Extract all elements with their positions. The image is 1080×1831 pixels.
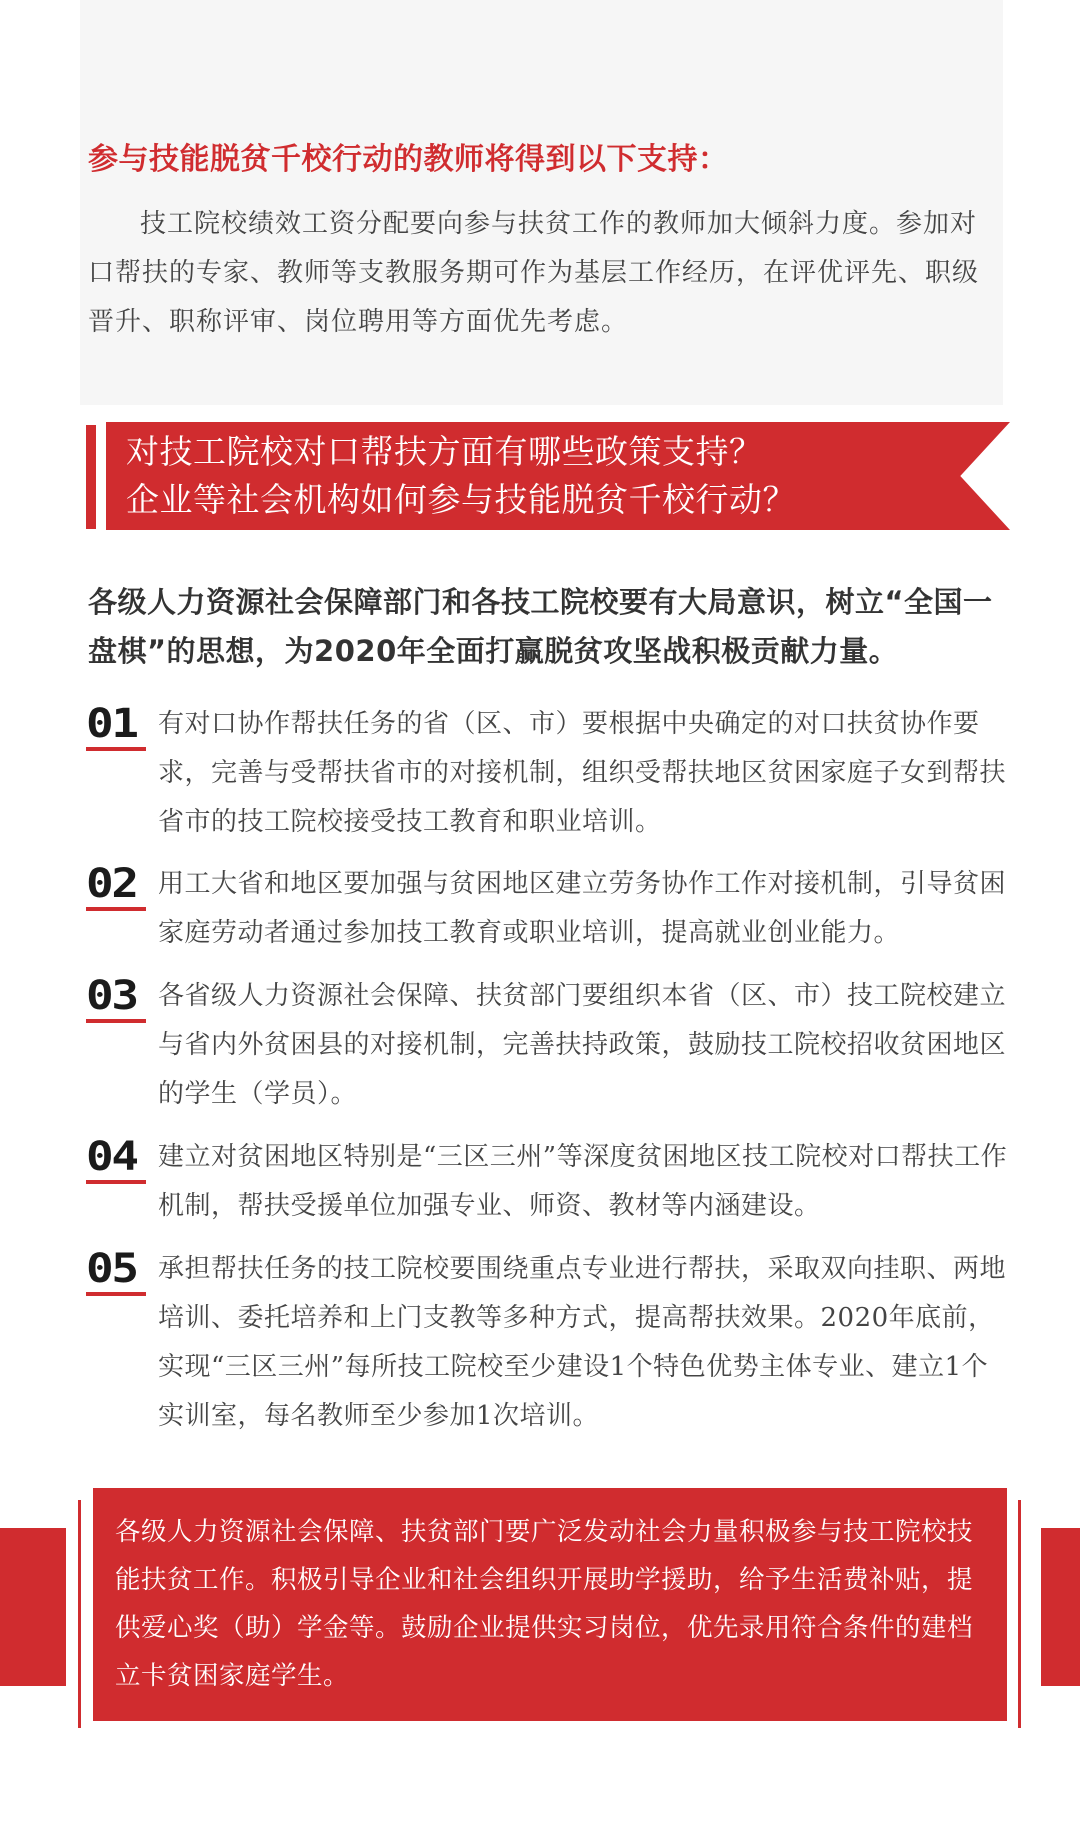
banner-line-2: 企业等社会机构如何参与技能脱贫千校行动？ (126, 480, 796, 519)
banner-accent-bar (86, 425, 96, 529)
item-text: 各省级人力资源社会保障、扶贫部门要组织本省（区、市）技工院校建立与省内外贫困县的对接机制，完善扶持政策，鼓励技工院校招收贫困地区的学生（学员）。 (158, 981, 1007, 1109)
item-text: 建立对贫困地区特别是“三区三州”等深度贫困地区技工院校对口帮扶工作机制，帮扶受援单位加强专业、师资、教材等内涵建设。 (158, 1142, 1008, 1221)
item-number: 02 (86, 861, 137, 907)
decor-band-left (0, 1528, 66, 1686)
item-text: 有对口协作帮扶任务的省（区、市）要根据中央确定的对口扶贫协作要求，完善与受帮扶省市的对接机制，组织受帮扶地区贫困家庭子女到帮扶省市的技工院校接受技工教育和职业培训。 (158, 709, 1007, 837)
item-number: 04 (86, 1134, 137, 1180)
item-text: 承担帮扶任务的技工院校要围绕重点专业进行帮扶，采取双向挂职、两地培训、委托培养和上门支教等多种方式，提高帮扶效果。2020年底前，实现“三区三州”每所技工院校至少建设1个特色优势主体专业、建立1个实训室，每名教师至少参加1次培训。 (158, 1254, 1007, 1431)
support-body: 技工院校绩效工资分配要向参与扶贫工作的教师加大倾斜力度。参加对口帮扶的专家、教师等支教服务期可作为基层工作经历，在评优评先、职级晋升、职称评审、岗位聘用等方面优先考虑。 (88, 209, 980, 337)
closing-text: 各级人力资源社会保障、扶贫部门要广泛发动社会力量积极参与技工院校技能扶贫工作。积极引导企业和社会组织开展助学援助，给予生活费补贴，提供爱心奖（助）学金等。鼓励企业提供实习岗位，优先录用符合条件的建档立卡贫困家庭学生。 (115, 1517, 974, 1691)
decor-band-right (1041, 1528, 1080, 1686)
number-underline (86, 1019, 146, 1023)
item-number: 05 (86, 1246, 137, 1292)
number-underline (86, 907, 146, 911)
item-number: 01 (86, 701, 137, 747)
item-text: 用工大省和地区要加强与贫困地区建立劳务协作工作对接机制，引导贫困家庭劳动者通过参加技工教育或职业培训，提高就业创业能力。 (158, 869, 1007, 948)
number-underline (86, 1292, 146, 1296)
intro-paragraph: 各级人力资源社会保障部门和各技工院校要有大局意识，树立“全国一盘棋”的思想，为2020年全面打赢脱贫攻坚战积极贡献力量。 (88, 585, 993, 668)
banner-text (126, 428, 946, 524)
number-underline (86, 747, 146, 751)
banner-line-1: 对技工院校对口帮扶方面有哪些政策支持？ (126, 432, 763, 471)
number-underline (86, 1180, 146, 1184)
support-heading: 参与技能脱贫千校行动的教师将得到以下支持： (88, 142, 729, 177)
item-number: 03 (86, 973, 137, 1019)
